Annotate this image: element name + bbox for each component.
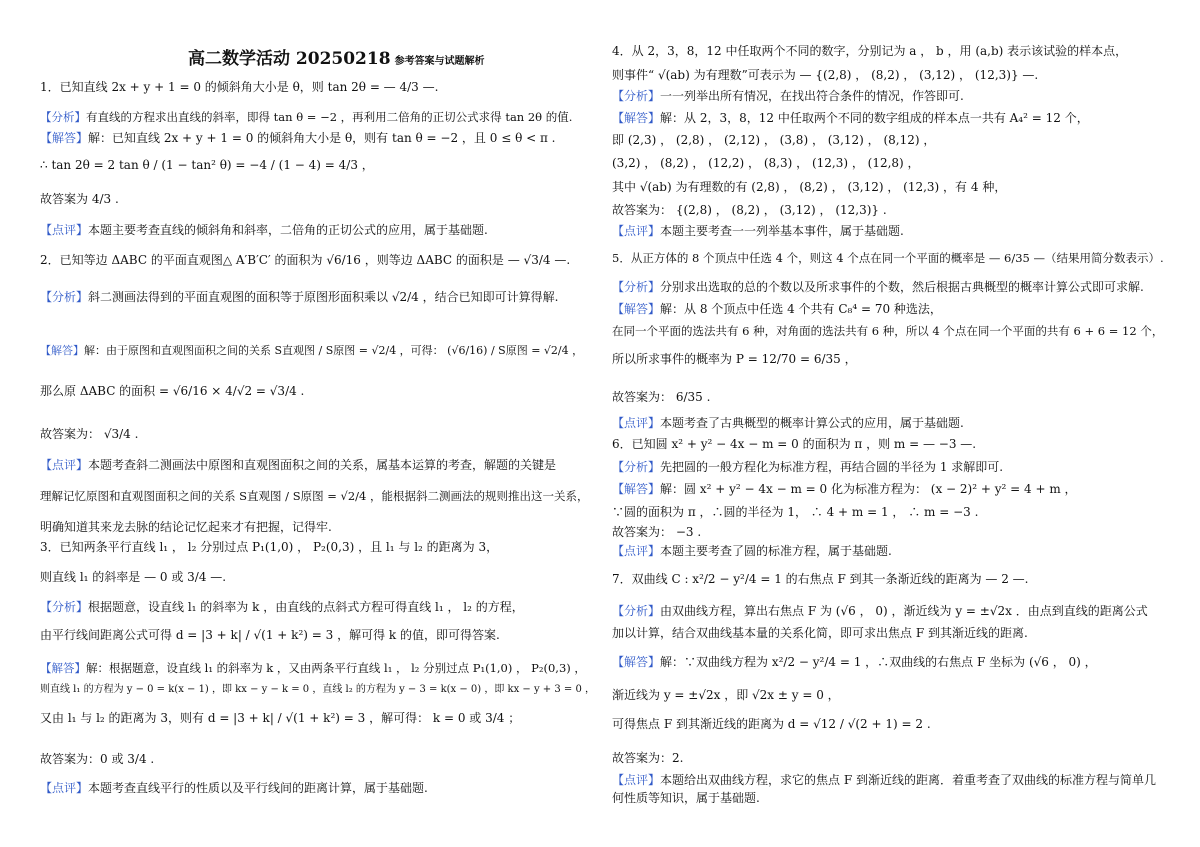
comment-line: 理解记忆原图和直观图面积之间的关系 S直观图 / S原图 = √2/4 ，能根据斜二测画法的规则推出这一关系，: [40, 489, 589, 503]
analysis-line: 【分析】有直线的方程求出直线的斜率，即得 tan θ = −2 ，再利用二倍角的正切公式求得 tan 2θ 的值.: [40, 110, 573, 124]
page-title-text: 高二数学活动 20250218: [188, 49, 391, 69]
question-4-line: 4．从 2，3，8，12 中任取两个不同的数字，分别记为 a ， b ，用 (a,b) 表示该试验的样本点，: [612, 44, 1128, 58]
answer-line: 故答案为： √3/4 .: [40, 427, 139, 441]
solution-line: 【解答】解：∵双曲线方程为 x²/2 − y²/4 = 1 ，∴双曲线的右焦点 F 坐标为 (√6 ， 0) ，: [612, 655, 1097, 669]
analysis-line: 【分析】根据题意，设直线 l₁ 的斜率为 k ，由直线的点斜式方程可得直线 l₁ ， l₂ 的方程，: [40, 600, 524, 614]
analysis-line: 加以计算，结合双曲线基本量的关系化简，即可求出焦点 F 到其渐近线的距离.: [612, 626, 1028, 640]
comment-line: 【点评】本题考查直线平行的性质以及平行线间的距离计算，属于基础题.: [40, 781, 428, 795]
comment-line: 【点评】本题考查斜二测画法中原图和直观图面积之间的关系，属基本运算的考查，解题的关键是: [40, 458, 557, 472]
page-title: [188, 44, 485, 69]
left-column: [40, 0, 600, 847]
question-1-line: 1．已知直线 2x + y + 1 = 0 的倾斜角大小是 θ，则 tan 2θ = — 4/3 —.: [40, 80, 439, 94]
solution-line: 【解答】解：从 8 个顶点中任选 4 个共有 C₈⁴ = 70 种选法，: [612, 302, 942, 316]
question-2-line: 2．已知等边 ΔABC 的平面直观图△ A′B′C′ 的面积为 √6/16 ，则等边 ΔABC 的面积是 — √3/4 —.: [40, 253, 571, 267]
question-3-line: 3．已知两条平行直线 l₁ ， l₂ 分别过点 P₁(1,0) ， P₂(0,3) ，且 l₁ 与 l₂ 的距离为 3，: [40, 540, 499, 554]
solution-line: 【解答】解：由于原图和直观图面积之间的关系 S直观图 / S原图 = √2/4 ，可得： (√6/16) / S原图 = √2/4 ，: [40, 344, 584, 357]
solution-line: 【解答】解：圆 x² + y² − 4x − m = 0 化为标准方程为： (x − 2)² + y² = 4 + m ，: [612, 482, 1077, 496]
comment-line: 【点评】本题主要考查了圆的标准方程，属于基础题.: [612, 544, 892, 558]
analysis-line: 【分析】先把圆的一般方程化为标准方程，再结合圆的半径为 1 求解即可.: [612, 460, 1004, 474]
formula-line: ∴ tan 2θ = 2 tan θ / (1 − tan² θ) = −4 / (1 − 4) = 4/3 ，: [40, 158, 374, 172]
question-5-line: 5．从正方体的 8 个顶点中任选 4 个，则这 4 个点在同一个平面的概率是 — 6/35 —（结果用简分数表示）.: [612, 251, 1164, 265]
solution-line: 【解答】解：根据题意，设直线 l₁ 的斜率为 k ，又由两条平行直线 l₁ ， l₂ 分别过点 P₁(1,0) ， P₂(0,3) ，: [40, 661, 586, 675]
solution-line: 可得焦点 F 到其渐近线的距离为 d = √12 / √(2 + 1) = 2 .: [612, 717, 931, 731]
formula-line: 那么原 ΔABC 的面积 = √6/16 × 4/√2 = √3/4 .: [40, 384, 305, 398]
solution-line: (3,2) ， (8,2) ， (12,2) ， (8,3) ， (12,3) ， (12,8) ，: [612, 156, 920, 170]
answer-line: 故答案为 4/3 .: [40, 192, 119, 206]
analysis-line: 【分析】斜二测画法得到的平面直观图的面积等于原图形面积乘以 √2/4 ，结合已知即可计算得解.: [40, 290, 559, 304]
answer-line: 故答案为： 6/35 .: [612, 390, 711, 404]
solution-line: 【解答】解：已知直线 2x + y + 1 = 0 的倾斜角大小是 θ，则有 tan θ = −2 ，且 0 ≤ θ < π .: [40, 131, 556, 145]
comment-line: 【点评】本题考查了古典概型的概率计算公式的应用，属于基础题.: [612, 416, 964, 430]
analysis-line: 由平行线间距离公式可得 d = |3 + k| / √(1 + k²) = 3 ，解可得 k 的值，即可得答案.: [40, 628, 500, 642]
answer-line: 故答案为：0 或 3/4 .: [40, 752, 155, 766]
solution-line: 其中 √(ab) 为有理数的有 (2,8) ， (8,2) ， (3,12) ， (12,3) ，有 4 种，: [612, 180, 1007, 194]
comment-line: 【点评】本题主要考查直线的倾斜角和斜率，二倍角的正切公式的应用，属于基础题.: [40, 223, 488, 237]
page-subtitle: 参考答案与试题解析: [394, 56, 485, 67]
question-7-line: 7．双曲线 C : x²/2 − y²/4 = 1 的右焦点 F 到其一条渐近线的距离为 — 2 —.: [612, 572, 1029, 586]
answer-line: 故答案为：2.: [612, 751, 684, 765]
right-column: [612, 0, 1172, 847]
answer-line: 故答案为： −3 .: [612, 525, 702, 539]
solution-line: 则直线 l₁ 的方程为 y − 0 = k(x − 1) ，即 kx − y − k = 0 ，直线 l₂ 的方程为 y − 3 = k(x − 0) ，即 kx − y + 3 = 0 ，: [40, 684, 595, 695]
solution-line: 又由 l₁ 与 l₂ 的距离为 3，则有 d = |3 + k| / √(1 + k²) = 3 ，解可得： k = 0 或 3/4 ；: [40, 711, 521, 725]
analysis-line: 【分析】分别求出选取的总的个数以及所求事件的个数，然后根据古典概型的概率计算公式即可求解.: [612, 280, 1144, 294]
solution-line: 【解答】解：从 2，3，8，12 中任取两个不同的数字组成的样本点一共有 A₄² = 12 个，: [612, 111, 1089, 125]
analysis-line: 【分析】由双曲线方程，算出右焦点 F 为 (√6 ， 0) ，渐近线为 y = ±√2x ．由点到直线的距离公式: [612, 604, 1148, 618]
solution-line: 即 (2,3) ， (2,8) ， (2,12) ， (3,8) ， (3,12) ， (8,12) ，: [612, 133, 936, 147]
solution-line: 所以所求事件的概率为 P = 12/70 = 6/35 ，: [612, 352, 857, 366]
comment-line: 【点评】本题给出双曲线方程，求它的焦点 F 到渐近线的距离．着重考查了双曲线的标准方程与简单几: [612, 773, 1156, 787]
comment-line: 明确知道其来龙去脉的结论记忆起来才有把握，记得牢.: [40, 520, 332, 534]
answer-line: 故答案为： {(2,8) ， (8,2) ， (3,12) ， (12,3)} .: [612, 203, 887, 217]
solution-line: ∵圆的面积为 π ，∴圆的半径为 1， ∴ 4 + m = 1 ， ∴ m = −3 .: [612, 505, 979, 519]
comment-line: 何性质等知识，属于基础题.: [612, 791, 760, 805]
solution-line: 在同一个平面的选法共有 6 种，对角面的选法共有 6 种，所以 4 个点在同一个平面的共有 6 + 6 = 12 个，: [612, 324, 1164, 338]
analysis-line: 【分析】一一列举出所有情况，在找出符合条件的情况，作答即可.: [612, 89, 964, 103]
comment-line: 【点评】本题主要考查一一列举基本事件，属于基础题.: [612, 224, 904, 238]
question-3-line: 则直线 l₁ 的斜率是 — 0 或 3/4 —.: [40, 570, 227, 584]
solution-line: 渐近线为 y = ±√2x ，即 √2x ± y = 0 ，: [612, 688, 840, 702]
question-4-line: 则事件“ √(ab) 为有理数”可表示为 — {(2,8) ， (8,2) ， (3,12) ， (12,3)} —.: [612, 68, 1039, 82]
question-6-line: 6．已知圆 x² + y² − 4x − m = 0 的面积为 π ，则 m = — −3 —.: [612, 437, 977, 451]
